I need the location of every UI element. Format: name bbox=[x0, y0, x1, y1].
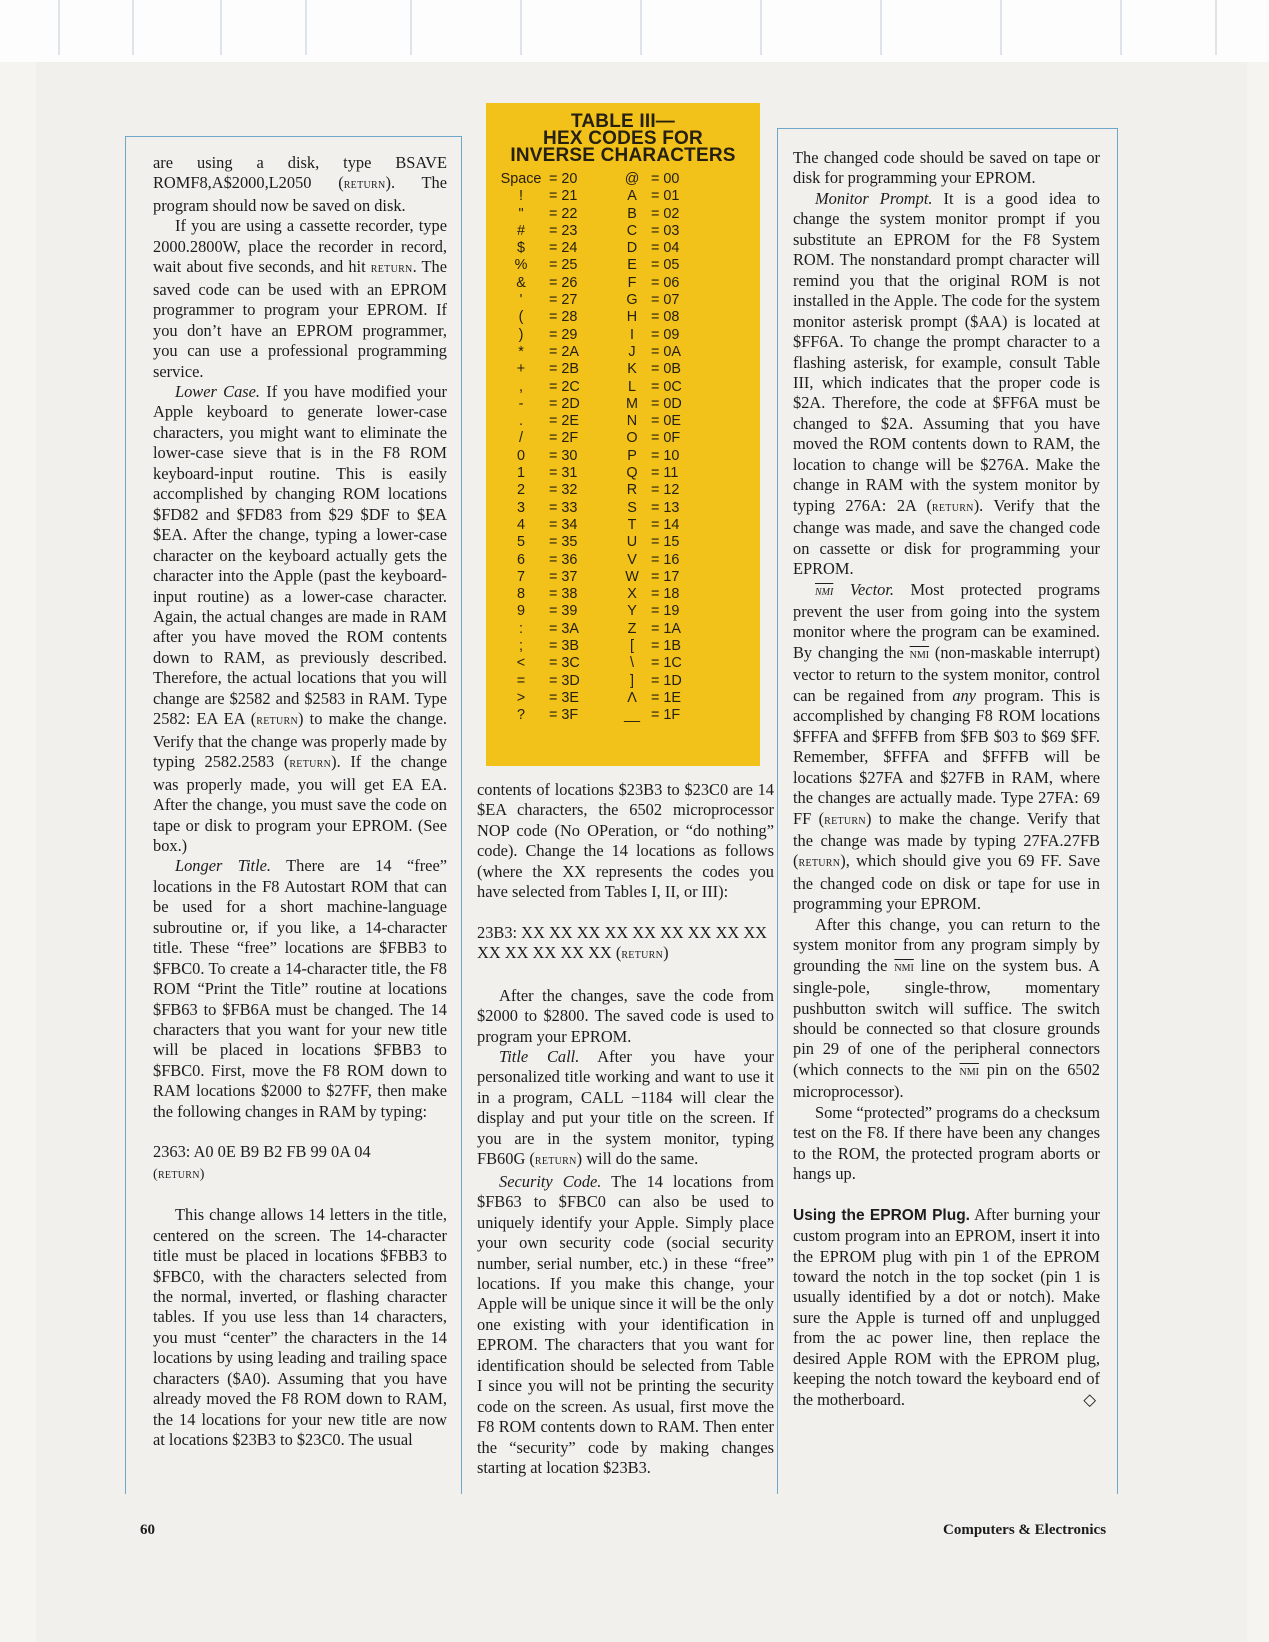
scan-artifact bbox=[410, 0, 412, 55]
run-in-heading: Vector. bbox=[833, 579, 894, 599]
char-cell: Λ bbox=[627, 689, 637, 706]
scan-artifact bbox=[1000, 0, 1002, 55]
char-cell: R bbox=[626, 482, 638, 499]
table-row bbox=[498, 206, 758, 223]
char-cell: % bbox=[514, 257, 528, 274]
hex-code-cell: = 20 bbox=[549, 171, 578, 187]
hex-code-cell: = 07 bbox=[651, 292, 680, 309]
hex-code-cell: = 02 bbox=[651, 205, 680, 222]
hex-code-cell: = 1E bbox=[651, 689, 682, 706]
table-title: TABLE III— HEX CODES FOR INVERSE CHARACTERS bbox=[510, 111, 736, 166]
hex-code-cell: = 14 bbox=[651, 516, 680, 533]
table-row bbox=[498, 482, 758, 499]
code-listing: 23B3: XX XX XX XX XX XX XX XX XX XX XX XX XX XX (return) bbox=[477, 922, 768, 963]
char-cell: & bbox=[516, 274, 526, 291]
char-cell: 4 bbox=[516, 516, 525, 533]
char-cell: K bbox=[627, 361, 637, 378]
paragraph: After the changes, save the code from $2000 to $2800. The saved code is used to program your EPROM. bbox=[477, 985, 774, 1046]
char-cell: I bbox=[630, 326, 634, 343]
hex-code-cell: = 24 bbox=[549, 240, 578, 257]
hex-code-cell: = 22 bbox=[549, 205, 578, 222]
table-row bbox=[498, 448, 758, 465]
scan-margin bbox=[0, 0, 1269, 62]
table-row bbox=[498, 517, 758, 534]
hex-code-cell: = 3A bbox=[549, 620, 580, 637]
table-row bbox=[498, 379, 758, 396]
scan-artifact bbox=[760, 0, 762, 55]
table-row bbox=[498, 655, 758, 672]
run-in-heading: Lower Case. bbox=[175, 381, 261, 401]
scan-artifact bbox=[305, 0, 307, 55]
column-rule-top-left bbox=[125, 136, 461, 137]
char-cell: Z bbox=[627, 620, 637, 637]
run-in-heading: Monitor Prompt. bbox=[815, 188, 933, 208]
page-number: 60 bbox=[140, 1522, 155, 1538]
char-cell: G bbox=[626, 292, 638, 309]
hex-code-cell: = 35 bbox=[549, 534, 578, 551]
hex-code-cell: = 26 bbox=[549, 274, 578, 291]
paragraph-nmi-vector: $\overline{nmi}$ Vector. Most protected programs prevent the user from going into the system monitor where the program can be examined. By changing the $\overline{nmi}$ (non-maskable interrupt) vector to return to the system monitor, control can be regained from any program. This is accomplished by changing F8 ROM locations $FFFA and $FFFB from $FB $03 to $69 $FF. Remember, $FFFA and $FFFB will be locations $27FA and $27FB in RAM, where the changes are actually made. Type 27FA: 69 FF (return) to make the change. Verify that the change was made by typing 27FA.27FB (return), which should give you 69 FF. Save the changed code on disk or tape for use in programming your EPROM. bbox=[793, 579, 1100, 914]
hex-code-cell: = 01 bbox=[651, 188, 680, 205]
table-row bbox=[498, 673, 758, 690]
table-row bbox=[498, 344, 758, 361]
table-row bbox=[498, 327, 758, 344]
paragraph-title-call: Title Call. After you have your personalized title working and want to use it in a program, CALL −1184 will clear the display and put your title on the screen. If you are in the system monitor, typing FB60G (return) will do the same. bbox=[477, 1046, 775, 1169]
paragraph: The changed code should be saved on tape or disk for programming your EPROM. bbox=[793, 148, 1100, 188]
table-row bbox=[498, 621, 758, 638]
char-cell: < bbox=[516, 655, 526, 672]
char-cell: ? bbox=[516, 707, 525, 724]
char-cell: ) bbox=[518, 326, 524, 343]
table-row bbox=[498, 240, 758, 257]
hex-code-cell: = 39 bbox=[549, 603, 578, 620]
char-cell: J bbox=[628, 343, 636, 360]
table-row bbox=[498, 465, 758, 482]
run-in-heading: Longer Title. bbox=[175, 856, 272, 876]
char-cell: 1 bbox=[516, 465, 525, 482]
scan-artifact bbox=[132, 0, 134, 55]
hex-code-cell: = 23 bbox=[549, 222, 578, 239]
char-cell: : bbox=[519, 620, 523, 637]
char-cell: A bbox=[627, 188, 637, 205]
char-cell: Y bbox=[627, 603, 637, 620]
char-cell: D bbox=[626, 240, 638, 257]
table-hex-codes bbox=[486, 103, 760, 766]
char-cell: O bbox=[626, 430, 638, 447]
char-cell: N bbox=[626, 413, 638, 430]
hex-code-cell: = 1B bbox=[651, 638, 682, 655]
paragraph: Some “protected” programs do a checksum test on the F8. If there have been any changes to the ROM, the protected program aborts or hangs up. bbox=[793, 1102, 1100, 1184]
paragraph: are using a disk, type BSAVE ROMF8,A$2000,L2050 (return). The program should now be saved on disk. bbox=[153, 153, 448, 215]
column-rule-right bbox=[1117, 128, 1118, 1494]
char-cell: = bbox=[516, 672, 526, 689]
table-row bbox=[498, 603, 758, 620]
char-cell: 6 bbox=[516, 551, 525, 568]
char-cell: 8 bbox=[516, 586, 525, 603]
paragraph-monitor-prompt: Monitor Prompt. It is a good idea to change the system monitor prompt if you substitute an EPROM for the F8 System ROM. The nonstandard prompt character will remind you that the original ROM is not installed in the Apple. The code for the system monitor asterisk prompt ($AA) is located at $FF6A. To change the prompt character to a flashing asterisk, for example, consult Table III, which indicates that the proper code is $2A. Therefore, the code at $FF6A must be changed to $2A. Assuming that you have moved the ROM contents down to RAM, the location to change will be $276A. Make the change in RAM with the system monitor by typing 276A: 2A (return). Verify that the change was made, and save the changed code on cassette or disk for programming your EPROM. bbox=[793, 188, 1100, 579]
hex-code-cell: = 16 bbox=[651, 551, 680, 568]
scan-artifact bbox=[1215, 0, 1217, 55]
column-rule-middle-right bbox=[777, 128, 778, 1494]
hex-code-cell: = 31 bbox=[549, 465, 578, 482]
hex-code-cell: = 04 bbox=[651, 240, 680, 257]
text-column-3 bbox=[793, 148, 1100, 1410]
hex-code-cell: = 2E bbox=[549, 413, 580, 430]
char-cell: S bbox=[627, 499, 637, 516]
char-cell: / bbox=[519, 430, 523, 447]
hex-code-cell: = 1C bbox=[651, 655, 682, 672]
paragraph: After this change, you can return to the system monitor from any program simply by grounding the $\overline{nmi}$ line on the system bus. A single-pole, single-throw, momentary pushbutton switch will suffice. The switch should be connected so that closure grounds pin 29 of one of the peripheral connectors (which connects to the $\overline{nmi}$ pin on the 6502 microprocessor). bbox=[793, 914, 1100, 1102]
hex-code-cell: = 05 bbox=[651, 257, 680, 274]
hex-code-cell: = 3D bbox=[549, 672, 580, 689]
char-cell: * bbox=[518, 343, 524, 360]
char-cell: 9 bbox=[516, 603, 525, 620]
char-cell: Space bbox=[500, 171, 542, 187]
char-cell: + bbox=[516, 361, 526, 378]
hex-code-cell: = 34 bbox=[549, 516, 578, 533]
table-row bbox=[498, 275, 758, 292]
table-row bbox=[498, 413, 758, 430]
table-row bbox=[498, 292, 758, 309]
char-cell: T bbox=[627, 516, 637, 533]
char-cell: B bbox=[627, 205, 637, 222]
hex-code-cell: = 00 bbox=[651, 171, 680, 187]
table-row bbox=[498, 223, 758, 240]
hex-code-cell: = 1A bbox=[651, 620, 682, 637]
char-cell: # bbox=[516, 222, 525, 239]
hex-code-cell: = 17 bbox=[651, 568, 680, 585]
char-cell: . bbox=[519, 413, 523, 430]
text-column-1 bbox=[153, 153, 447, 1451]
column-rule-middle-left bbox=[461, 136, 462, 1494]
char-cell: W bbox=[625, 568, 639, 585]
char-cell: ; bbox=[519, 638, 523, 655]
table-row bbox=[498, 396, 758, 413]
hex-code-cell: = 1F bbox=[651, 707, 681, 724]
hex-code-cell: = 37 bbox=[549, 568, 578, 585]
paragraph: If you are using a cassette recorder, type 2000.2800W, place the recorder in record, wait about five seconds, and hit return. The saved code can be used with an EPROM programmer to program your EPROM. If you don’t have an EPROM programmer, you can use a professional programming service. bbox=[153, 216, 447, 381]
table-row bbox=[498, 257, 758, 274]
char-cell: H bbox=[626, 309, 638, 326]
hex-code-cell: = 19 bbox=[651, 603, 680, 620]
hex-code-cell: = 28 bbox=[549, 309, 578, 326]
char-cell: \ bbox=[630, 655, 634, 672]
table-row bbox=[498, 188, 758, 205]
paragraph: This change allows 14 letters in the title, centered on the screen. The 14-character title must be placed in locations $FBB3 to $FBC0, with the characters selected from the normal, inverted, or flashing character tables. If you use less than 14 characters, you must “center” the characters in the 14 locations by using leading and trailing space characters ($A0). Assuming that you have already moved the F8 ROM down to RAM, the 14 locations for your new title are now at locations $23B3 to $23C0. The usual bbox=[153, 1205, 447, 1450]
char-cell: 2 bbox=[516, 482, 525, 499]
code-listing: 2363: A0 0E B9 B2 FB 99 0A 04 (return) bbox=[153, 1142, 371, 1182]
char-cell: > bbox=[516, 689, 526, 706]
hex-code-cell: = 36 bbox=[549, 551, 578, 568]
char-cell: L bbox=[627, 378, 636, 395]
table-row bbox=[498, 430, 758, 447]
paragraph-lower-case: Lower Case. If you have modified your Apple keyboard to generate lower-case characters, you might want to eliminate the lower-case sieve that is in the F8 ROM keyboard-input routine. This is easily accomplished by changing ROM locations $FD82 and $FD83 from $29 $DF to $EA $EA. After the change, typing a lower-case character on the keyboard actually gets the character into the Apple (past the keyboard-input routine) as a lower-case character. Again, the actual changes are made in RAM after you have moved the ROM contents down to RAM, as previously described. Therefore, the actual locations that you will change are $2582 and $2583 in RAM. Type 2582: EA EA (return) to make the change. Verify that the change was properly made by typing 2582.2583 (return). If the change was properly made, you will get EA EA. After the change, you must save the code on tape or disk to program your EPROM. (See box.) bbox=[153, 381, 448, 855]
scan-artifact bbox=[1120, 0, 1122, 55]
table-row bbox=[498, 500, 758, 517]
column-rule-left bbox=[125, 136, 126, 1494]
paragraph-longer-title: Longer Title. There are 14 “free” locations in the F8 Autostart ROM that can be used for a short machine-language subroutine or, if you like, a 14-character title. These “free” locations are $FBB3 to $FBC0. To create a 14-character title, the F8 ROM “Print the Title” routine at locations $FB63 to $FB6A must be changed. The 14 characters that you want for your new title will be placed in locations $FBB3 to $FBC0. First, move the F8 ROM down to RAM locations $2000 to $27FF, then make the following changes in RAM by typing: bbox=[153, 856, 447, 1121]
end-mark: ◇ bbox=[1083, 1389, 1096, 1409]
hex-code-cell: = 2F bbox=[549, 430, 579, 447]
hex-code-cell: = 15 bbox=[651, 534, 680, 551]
run-in-heading: Security Code. bbox=[499, 1171, 602, 1191]
char-cell: 5 bbox=[516, 534, 525, 551]
table-row bbox=[498, 534, 758, 551]
hex-code-cell: = 0F bbox=[651, 430, 681, 447]
magazine-name: Computers & Electronics bbox=[943, 1522, 1107, 1538]
char-cell: 7 bbox=[516, 568, 525, 585]
hex-code-cell: = 25 bbox=[549, 257, 578, 274]
paragraph: contents of locations $23B3 to $23C0 are 14 $EA characters, the 6502 microprocessor NOP code (No OPeration, or “do nothing” code). Change the 14 locations as follows (where the XX represents the codes you have selected from Tables I, II, or III): bbox=[477, 780, 774, 902]
char-cell: P bbox=[627, 447, 637, 464]
hex-code-cell: = 06 bbox=[651, 274, 680, 291]
hex-code-cell: = 3C bbox=[549, 655, 580, 672]
hex-code-cell: = 0D bbox=[651, 395, 682, 412]
table-row bbox=[498, 707, 758, 724]
char-cell: ' bbox=[519, 292, 523, 309]
hex-code-cell: = 2A bbox=[549, 343, 580, 360]
hex-code-cell: = 29 bbox=[549, 326, 578, 343]
char-cell: - bbox=[518, 395, 524, 412]
char-cell: F bbox=[627, 274, 637, 291]
hex-code-cell: = 38 bbox=[549, 586, 578, 603]
hex-code-cell: = 2B bbox=[549, 361, 580, 378]
scan-artifact bbox=[520, 0, 522, 55]
char-cell: ] bbox=[630, 672, 634, 689]
text-column-2 bbox=[477, 780, 774, 1479]
table-row bbox=[498, 171, 758, 188]
hex-code-cell: = 0B bbox=[651, 361, 682, 378]
hex-code-cell: = 27 bbox=[549, 292, 578, 309]
scan-artifact bbox=[58, 0, 60, 55]
char-cell: M bbox=[626, 395, 638, 412]
run-in-heading: Title Call. bbox=[499, 1046, 580, 1066]
char-cell: U bbox=[626, 534, 638, 551]
char-cell: V bbox=[627, 551, 637, 568]
hex-code-cell: = 2C bbox=[549, 378, 580, 395]
char-cell: ( bbox=[518, 309, 524, 326]
hex-code-cell: = 3B bbox=[549, 638, 580, 655]
section-subheading: Using the EPROM Plug. bbox=[793, 1206, 970, 1224]
char-cell: X bbox=[627, 586, 637, 603]
hex-code-cell: = 18 bbox=[651, 586, 680, 603]
table-row bbox=[498, 586, 758, 603]
table-row bbox=[498, 638, 758, 655]
hex-code-cell: = 0E bbox=[651, 413, 682, 430]
hex-code-cell: = 08 bbox=[651, 309, 680, 326]
hex-code-cell: = 30 bbox=[549, 447, 578, 464]
hex-code-cell: = 0A bbox=[651, 343, 682, 360]
hex-code-cell: = 10 bbox=[651, 447, 680, 464]
column-rule-top-right bbox=[777, 128, 1117, 129]
char-cell: ! bbox=[519, 188, 523, 205]
hex-code-cell: = 12 bbox=[651, 482, 680, 499]
hex-code-cell: = 1D bbox=[651, 672, 682, 689]
char-cell: E bbox=[627, 257, 637, 274]
hex-code-cell: = 09 bbox=[651, 326, 680, 343]
scan-artifact bbox=[640, 0, 642, 55]
hex-code-cell: = 32 bbox=[549, 482, 578, 499]
char-cell: $ bbox=[516, 240, 525, 257]
char-cell: 3 bbox=[516, 499, 525, 516]
table-row bbox=[498, 569, 758, 586]
hex-code-cell: = 0C bbox=[651, 378, 682, 395]
hex-code-cell: = 3F bbox=[549, 707, 579, 724]
scan-artifact bbox=[220, 0, 222, 55]
table-row bbox=[498, 552, 758, 569]
hex-code-cell: = 11 bbox=[651, 465, 679, 482]
char-cell: C bbox=[626, 222, 638, 239]
hex-code-cell: = 21 bbox=[549, 188, 578, 205]
char-cell: @ bbox=[624, 171, 640, 187]
hex-code-cell: = 03 bbox=[651, 222, 680, 239]
hex-code-cell: = 13 bbox=[651, 499, 680, 516]
paragraph-eprom-plug: Using the EPROM Plug. After burning your custom program into an EPROM, insert it into the EPROM plug with pin 1 of the EPROM toward the notch in the top socket (pin 1 is usually identified by a dot or notch). Make sure the Apple is turned off and unplugged from the ac power line, then replace the desired Apple ROM with the EPROM plug, keeping the notch toward the keyboard end of the motherboard. ◇ bbox=[793, 1204, 1100, 1409]
table-row bbox=[498, 690, 758, 707]
char-cell: " bbox=[518, 205, 524, 222]
char-cell: 0 bbox=[516, 447, 525, 464]
table-row bbox=[498, 361, 758, 378]
scan-artifact bbox=[880, 0, 882, 55]
table-row bbox=[498, 309, 758, 326]
hex-code-cell: = 2D bbox=[549, 395, 580, 412]
char-cell: , bbox=[519, 378, 523, 395]
char-cell: [ bbox=[630, 638, 634, 655]
char-cell: __ bbox=[623, 707, 640, 724]
hex-code-cell: = 3E bbox=[549, 689, 580, 706]
hex-code-cell: = 33 bbox=[549, 499, 578, 516]
char-cell: Q bbox=[626, 465, 638, 482]
paragraph-security-code: Security Code. The 14 locations from $FB63 to $FBC0 can also be used to uniquely identify your Apple. Simply place your own security code (social security number, serial number, etc.) in these “free” locations. If you make this change, your Apple will be unique since it will be the only one existing with your identification in EPROM. The characters that you want for identification should be selected from Table I since you will not be printing the security code on the screen. As usual, first move the F8 ROM contents down to RAM. Then enter the “security” code by making changes starting at location $23B3. bbox=[477, 1171, 774, 1478]
table-body bbox=[498, 171, 758, 725]
